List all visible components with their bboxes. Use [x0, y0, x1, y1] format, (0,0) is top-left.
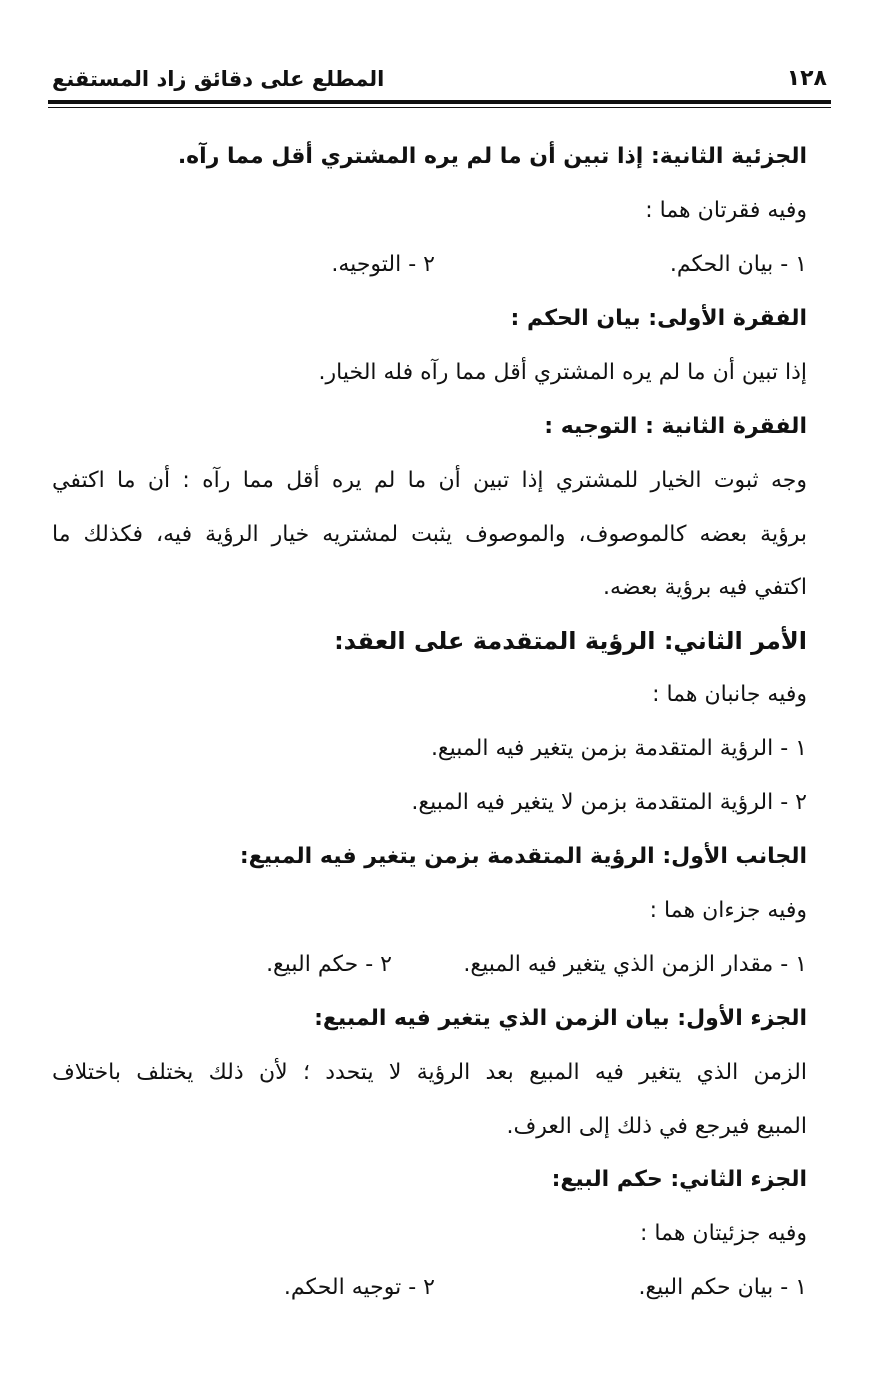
paragraph-line: الزمن الذي يتغير فيه المبيع بعد الرؤية لا يتحدد ؛ لأن ذلك يختلف باختلاف [52, 1060, 807, 1085]
page-number: ١٢٨ [786, 66, 827, 91]
paragraph-line: وفيه جزئيتان هما : [640, 1221, 807, 1246]
list-item: ١ - مقدار الزمن الذي يتغير فيه المبيع. [463, 952, 807, 977]
subsection-heading: الجزئية الثانية: إذا تبين أن ما لم يره المشتري أقل مما رآه. [177, 144, 807, 169]
header-rule [48, 100, 831, 104]
list-item: ١ - الرؤية المتقدمة بزمن يتغير فيه المبيع. [430, 736, 807, 761]
paragraph-line: وفيه جانبان هما : [652, 682, 807, 707]
paragraph-line: برؤية بعضه كالموصوف، والموصوف يثبت لمشتريه خيار الرؤية فيه، فكذلك ما [52, 522, 807, 547]
paragraph-line: وفيه فقرتان هما : [645, 198, 807, 223]
list-item: ٢ - الرؤية المتقدمة بزمن لا يتغير فيه المبيع. [411, 790, 807, 815]
running-header [52, 62, 827, 96]
subsection-heading: الجزء الأول: بيان الزمن الذي يتغير فيه المبيع: [314, 1006, 807, 1031]
paragraph-line: إذا تبين أن ما لم يره المشتري أقل مما رآه فله الخيار. [318, 360, 807, 385]
header-rule-thin [48, 107, 831, 108]
book-title: المطلع على دقائق زاد المستقنع [52, 67, 385, 91]
list-item: ١ - بيان حكم البيع. [638, 1275, 807, 1300]
list-item: ٢ - توجيه الحكم. [283, 1275, 435, 1300]
paragraph-line: وجه ثبوت الخيار للمشتري إذا تبين أن ما لم يره أقل مما رآه : أن ما اكتفي [52, 468, 807, 493]
paragraph-heading: الفقرة الأولى: بيان الحكم : [510, 306, 807, 331]
subsection-heading: الجزء الثاني: حكم البيع: [551, 1167, 807, 1192]
list-item: ٢ - التوجيه. [331, 252, 435, 277]
list-item: ٢ - حكم البيع. [266, 952, 392, 977]
page-body [52, 130, 807, 1315]
paragraph-line: وفيه جزءان هما : [649, 898, 807, 923]
section-heading: الأمر الثاني: الرؤية المتقدمة على العقد: [334, 627, 807, 655]
paragraph-heading: الفقرة الثانية : التوجيه : [544, 414, 807, 439]
paragraph-line: اكتفي فيه برؤية بعضه. [602, 575, 807, 600]
subsection-heading: الجانب الأول: الرؤية المتقدمة بزمن يتغير فيه المبيع: [239, 844, 807, 869]
paragraph-line: المبيع فيرجع في ذلك إلى العرف. [506, 1114, 807, 1139]
numbered-items-row [52, 238, 807, 292]
numbered-items-row [52, 938, 807, 992]
list-item: ١ - بيان الحكم. [669, 252, 807, 277]
numbered-items-row [52, 1261, 807, 1315]
